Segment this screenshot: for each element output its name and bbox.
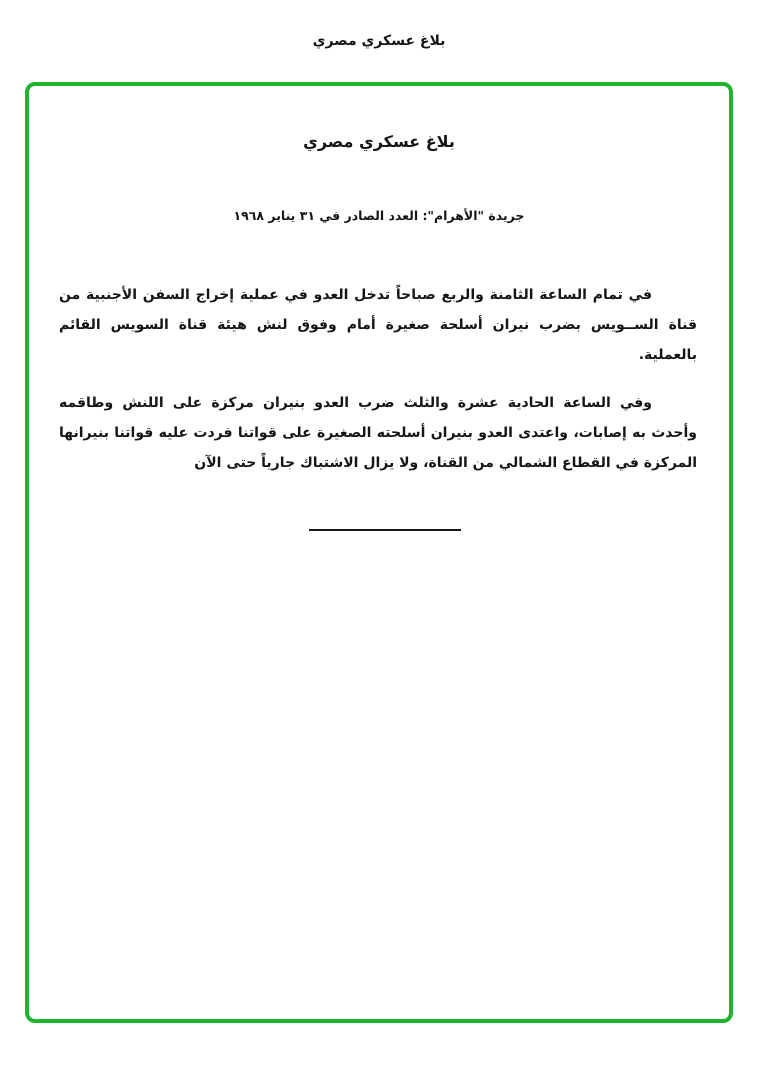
divider-line bbox=[309, 529, 461, 531]
page-title: بلاغ عسكري مصري bbox=[312, 33, 446, 49]
document-title: بلاغ عسكري مصري bbox=[303, 132, 455, 151]
document-frame bbox=[25, 82, 733, 1023]
source-line: جريدة "الأهرام": العدد الصادر في ٣١ يناير ١٩٦٨ bbox=[233, 208, 525, 223]
paragraph: في تمام الساعة الثامنة والربع صباحاً تدخل العدو في عملية إخراج السفن الأجنبية من قناة الســويس بضرب نيران أسلحة صغيرة أمام وفوق لنش هيئة قناة السويس القائم بالعملية. bbox=[59, 287, 697, 363]
paragraph: وفي الساعة الحادية عشرة والثلث ضرب العدو بنيران مركزة على اللنش وطاقمه وأحدث به إصابات، واعتدى العدو بنيران أسلحته الصغيرة على قواتنا فردت عليه قواتنا بنيرانها المركزة في القطاع الشمالي من القناة، ولا يزال الاشتباك جارياً حتى الآن bbox=[59, 395, 697, 471]
document-body bbox=[59, 280, 697, 496]
